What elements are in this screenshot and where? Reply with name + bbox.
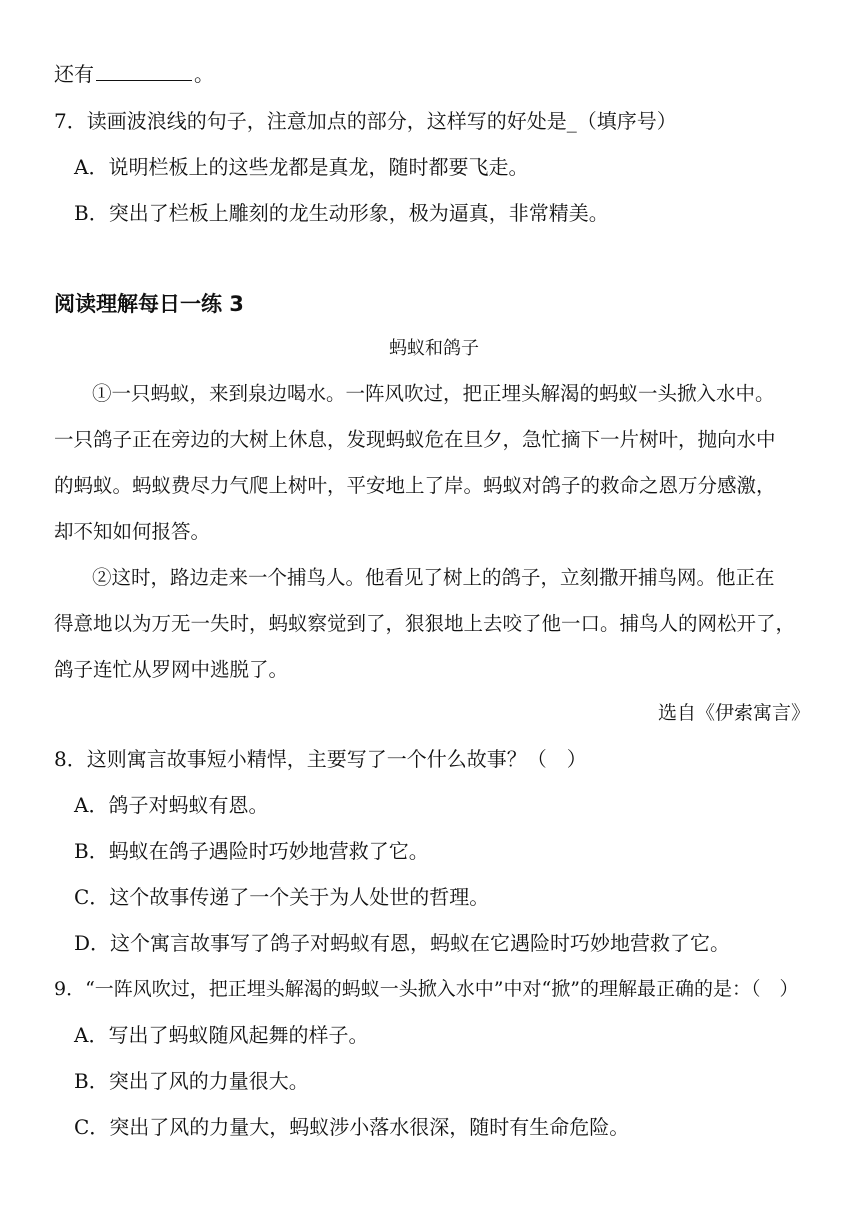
section-heading: 阅读理解每日一练 3 — [54, 292, 244, 316]
q8-option-b[interactable]: B．蚂蚁在鸽子遇险时巧妙地营救了它。 — [74, 839, 429, 863]
q9-option-a[interactable]: A．写出了蚂蚁随风起舞的样子。 — [74, 1023, 369, 1047]
q7-option-a[interactable]: A．说明栏板上的这些龙都是真龙，随时都要飞走。 — [74, 155, 529, 179]
q6-answer-line — [54, 60, 214, 87]
q9-option-b[interactable]: B．突出了风的力量很大。 — [74, 1069, 309, 1093]
q9-stem: 9．“一阵风吹过，把正埋头解渴的蚂蚁一头掀入水中”中对“掀”的理解最正确的是：（ ） — [54, 978, 799, 1000]
passage-p1-line-4: 却不知如何报答。 — [54, 520, 211, 543]
passage-p2-line-3: 鸽子连忙从罗网中逃脱了。 — [54, 658, 289, 681]
answer-blank[interactable] — [96, 60, 192, 81]
passage-title: 蚂蚁和鸽子 — [389, 338, 479, 359]
passage-p2-line-1: ②这时，路边走来一个捕鸟人。他看见了树上的鸽子，立刻撒开捕鸟网。他正在 — [92, 566, 775, 589]
q8-option-d[interactable]: D．这个寓言故事写了鸽子对蚂蚁有恩，蚂蚁在它遇险时巧妙地营救了它。 — [74, 931, 731, 955]
passage-p1-line-3: 的蚂蚁。蚂蚁费尽力气爬上树叶，平安地上了岸。蚂蚁对鸽子的救命之恩万分感激， — [54, 474, 776, 497]
q6-prefix: 还有 — [54, 62, 94, 86]
passage-p1-line-2: 一只鸽子正在旁边的大树上休息，发现蚂蚁危在旦夕，急忙摘下一片树叶，抛向水中 — [54, 428, 776, 451]
passage-p1-line-1: ①一只蚂蚁，来到泉边喝水。一阵风吹过，把正埋头解渴的蚂蚁一头掀入水中。 — [92, 382, 775, 405]
q9-option-c[interactable]: C．突出了风的力量大，蚂蚁涉小落水很深，随时有生命危险。 — [74, 1115, 630, 1139]
q8-option-a[interactable]: A．鸽子对蚂蚁有恩。 — [74, 793, 269, 817]
q8-stem: 8．这则寓言故事短小精悍，主要写了一个什么故事？（ ） — [54, 747, 587, 771]
passage-source: 选自《伊索寓言》 — [657, 702, 810, 724]
q7-option-b[interactable]: B．突出了栏板上雕刻的龙生动形象，极为逼真，非常精美。 — [74, 201, 609, 225]
passage-p2-line-2: 得意地以为万无一失时，蚂蚁察觉到了，狠狠地上去咬了他一口。捕鸟人的网松开了， — [54, 612, 796, 635]
q6-suffix: 。 — [194, 62, 214, 86]
q7-stem: 7．读画波浪线的句子，注意加点的部分，这样写的好处是_（填序号） — [54, 109, 677, 133]
q8-option-c[interactable]: C．这个故事传递了一个关于为人处世的哲理。 — [74, 885, 490, 909]
